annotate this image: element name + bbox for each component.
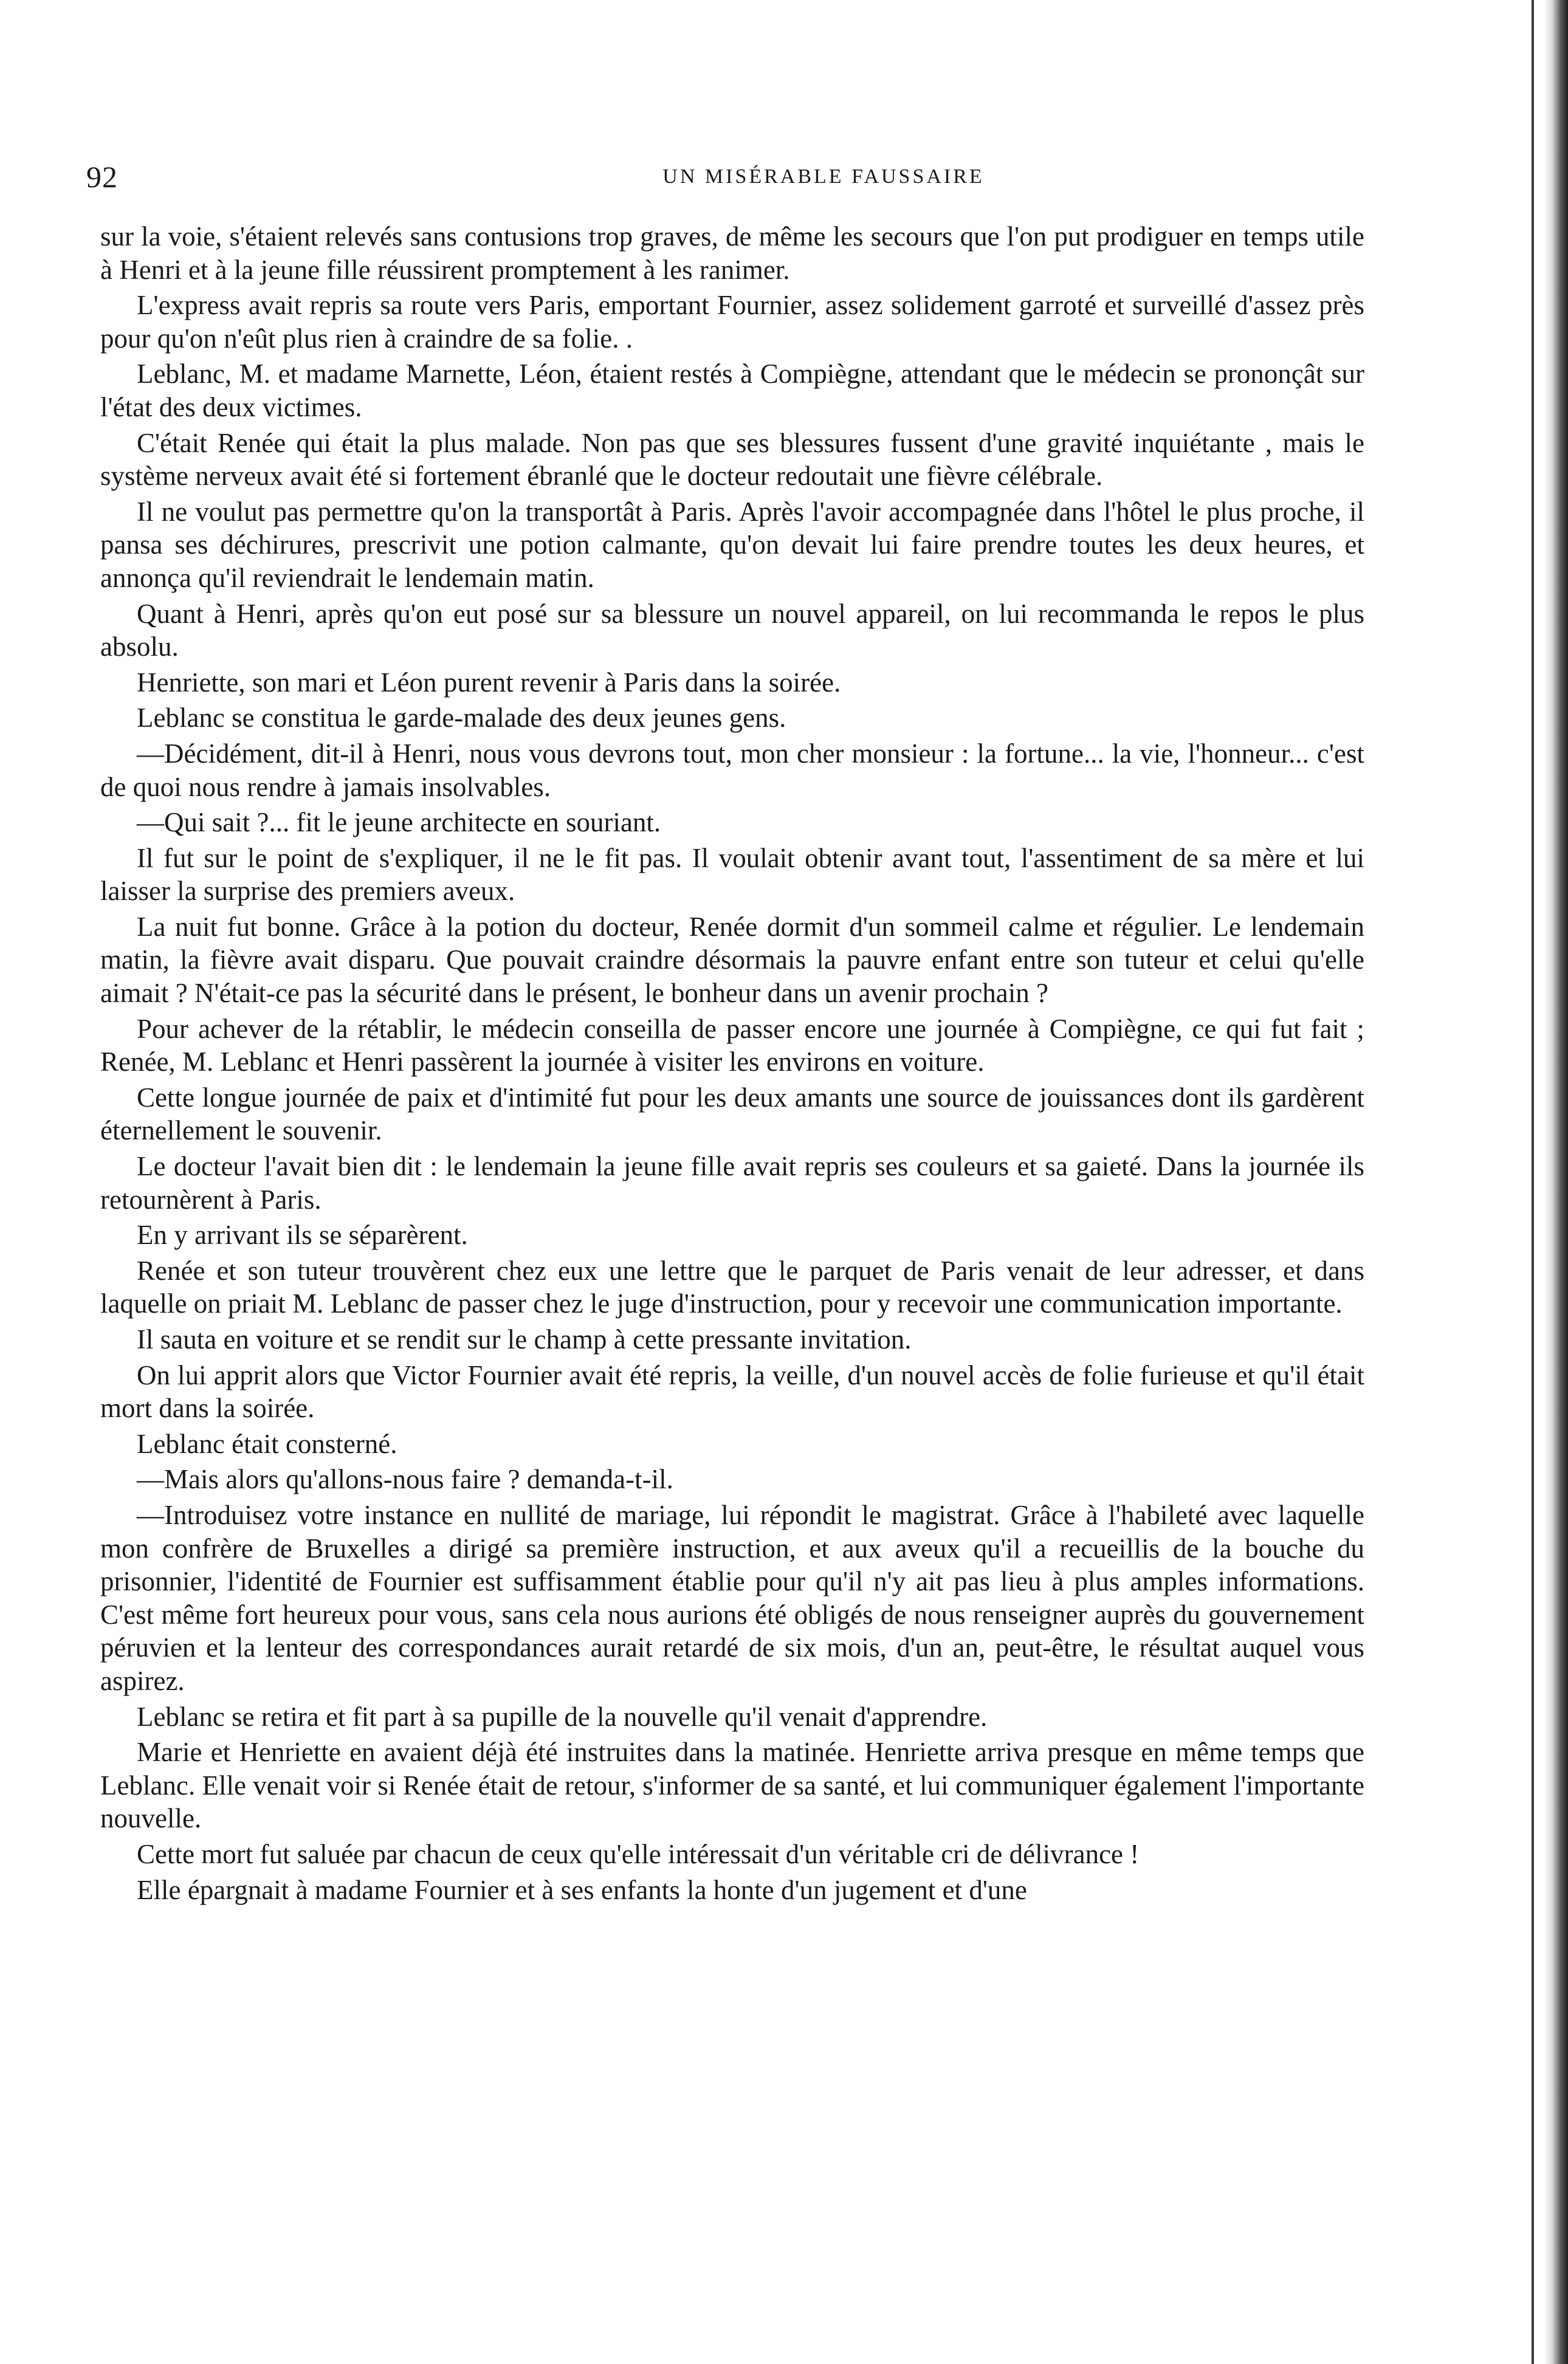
paragraph: Leblanc se constitua le garde-malade des deux jeunes gens. [137,703,786,734]
paragraph: Quant à Henri, après qu'on eut posé sur sa blessure un nouvel appareil, on lui recommanda le repos le plus absolu. [100,598,1364,662]
paragraph: Leblanc se retira et fit part à sa pupille de la nouvelle qu'il venait d'apprendre. [137,1701,988,1732]
paragraph: sur la voie, s'étaient relevés sans contusions trop graves, de même les secours que l'on put prodiguer en temps utile à Henri et à la jeune fille réussirent promptement à les ranimer. [100,221,1364,285]
running-title: UN MISÉRABLE FAUSSAIRE [662,165,985,188]
paragraph: Pour achever de la rétablir, le médecin conseilla de passer encore une journée à Compiègne, ce qui fut fait ; Renée, M. Leblanc et Henri passèrent la journée à visiter les environs en voiture. [100,1013,1364,1077]
paragraph: La nuit fut bonne. Grâce à la potion du docteur, Renée dormit d'un sommeil calme et régulier. Le lendemain matin, la fièvre avait disparu. Que pouvait craindre désormais la pauvre enfant entre son tuteur et celui qu'elle aimait ? N'était-ce pas la sécurité dans le présent, le bonheur dans un avenir prochain ? [100,911,1364,1009]
paragraph: On lui apprit alors que Victor Fournier avait été repris, la veille, d'un nouvel accès de folie furieuse et qu'il était mort dans la soirée. [100,1359,1364,1424]
paragraph: —Décidément, dit-il à Henri, nous vous devrons tout, mon cher monsieur : la fortune... la vie, l'honneur... c'est de quoi nous rendre à jamais insolvables. [100,738,1364,802]
paragraph: Leblanc était consterné. [137,1428,397,1459]
paragraph: En y arrivant ils se séparèrent. [137,1220,468,1251]
paragraph: —Introduisez votre instance en nullité de mariage, lui répondit le magistrat. Grâce à l'habileté avec laquelle mon confrère de Bruxelles a dirigé sa première instruction, et aux aveux qu'il a recueillis de la bouche du prisonnier, l'identité de Fournier est suffisamment établie pour qu'il n'y ait pas lieu à plus amples informations. C'est même fort heureux pour vous, sans cela nous aurions été obligés de nous renseigner auprès du gouvernement péruvien et la lenteur des correspondances aurait retardé de six mois, d'un an, peut-être, le résultat auquel vous aspirez. [100,1499,1364,1696]
page-edge-shadow [1544,0,1568,2364]
paragraph: L'express avait repris sa route vers Paris, emportant Fournier, assez solidement garroté et surveillé d'assez près pour qu'on n'eût plus rien à craindre de sa folie. . [100,290,1364,354]
paragraph: —Qui sait ?... fit le jeune architecte en souriant. [137,807,661,838]
paragraph: Elle épargnait à madame Fournier et à ses enfants la honte d'un jugement et d'une [137,1874,1027,1905]
paragraph: Il fut sur le point de s'expliquer, il ne le fit pas. Il voulait obtenir avant tout, l'assentiment de sa mère et lui laisser la surprise des premiers aveux. [100,842,1364,907]
paragraph: Marie et Henriette en avaient déjà été instruites dans la matinée. Henriette arriva presque en même temps que Leblanc. Elle venait voir si Renée était de retour, s'informer de sa santé, et lui communiquer également l'importante nouvelle. [100,1737,1364,1834]
paragraph: Renée et son tuteur trouvèrent chez eux une lettre que le parquet de Paris venait de leur adresser, et dans laquelle on priait M. Leblanc de passer chez le juge d'instruction, pour y recevoir une communication importante. [100,1255,1364,1319]
body-text [100,220,1364,1909]
paragraph: C'était Renée qui était la plus malade. Non pas que ses blessures fussent d'une gravité inquiétante , mais le système nerveux avait été si fortement ébranlé que le docteur redoutait une fièvre célébrale. [100,427,1364,492]
paragraph: Cette longue journée de paix et d'intimité fut pour les deux amants une source de jouissances dont ils gardèrent éternellement le souvenir. [100,1082,1364,1146]
paragraph: Le docteur l'avait bien dit : le lendemain la jeune fille avait repris ses couleurs et sa gaieté. Dans la journée ils retournèrent à Paris. [100,1151,1364,1215]
paragraph: Cette mort fut saluée par chacun de ceux qu'elle intéressait d'un véritable cri de délivrance ! [137,1838,1140,1869]
paragraph: Henriette, son mari et Léon purent revenir à Paris dans la soirée. [137,667,841,698]
paragraph: Leblanc, M. et madame Marnette, Léon, étaient restés à Compiègne, attendant que le médecin se prononçât sur l'état des deux victimes. [100,359,1364,422]
binding-edge-line [1532,0,1534,2364]
paragraph: —Mais alors qu'allons-nous faire ? demanda-t-il. [137,1464,673,1495]
page-number: 92 [86,160,118,194]
paragraph: Il sauta en voiture et se rendit sur le champ à cette pressante invitation. [137,1324,912,1355]
paragraph: Il ne voulut pas permettre qu'on la transportât à Paris. Après l'avoir accompagnée dans l'hôtel le plus proche, il pansa ses déchirures, prescrivit une potion calmante, qu'on devait lui faire prendre toutes les deux heures, et annonça qu'il reviendrait le lendemain matin. [100,496,1364,593]
